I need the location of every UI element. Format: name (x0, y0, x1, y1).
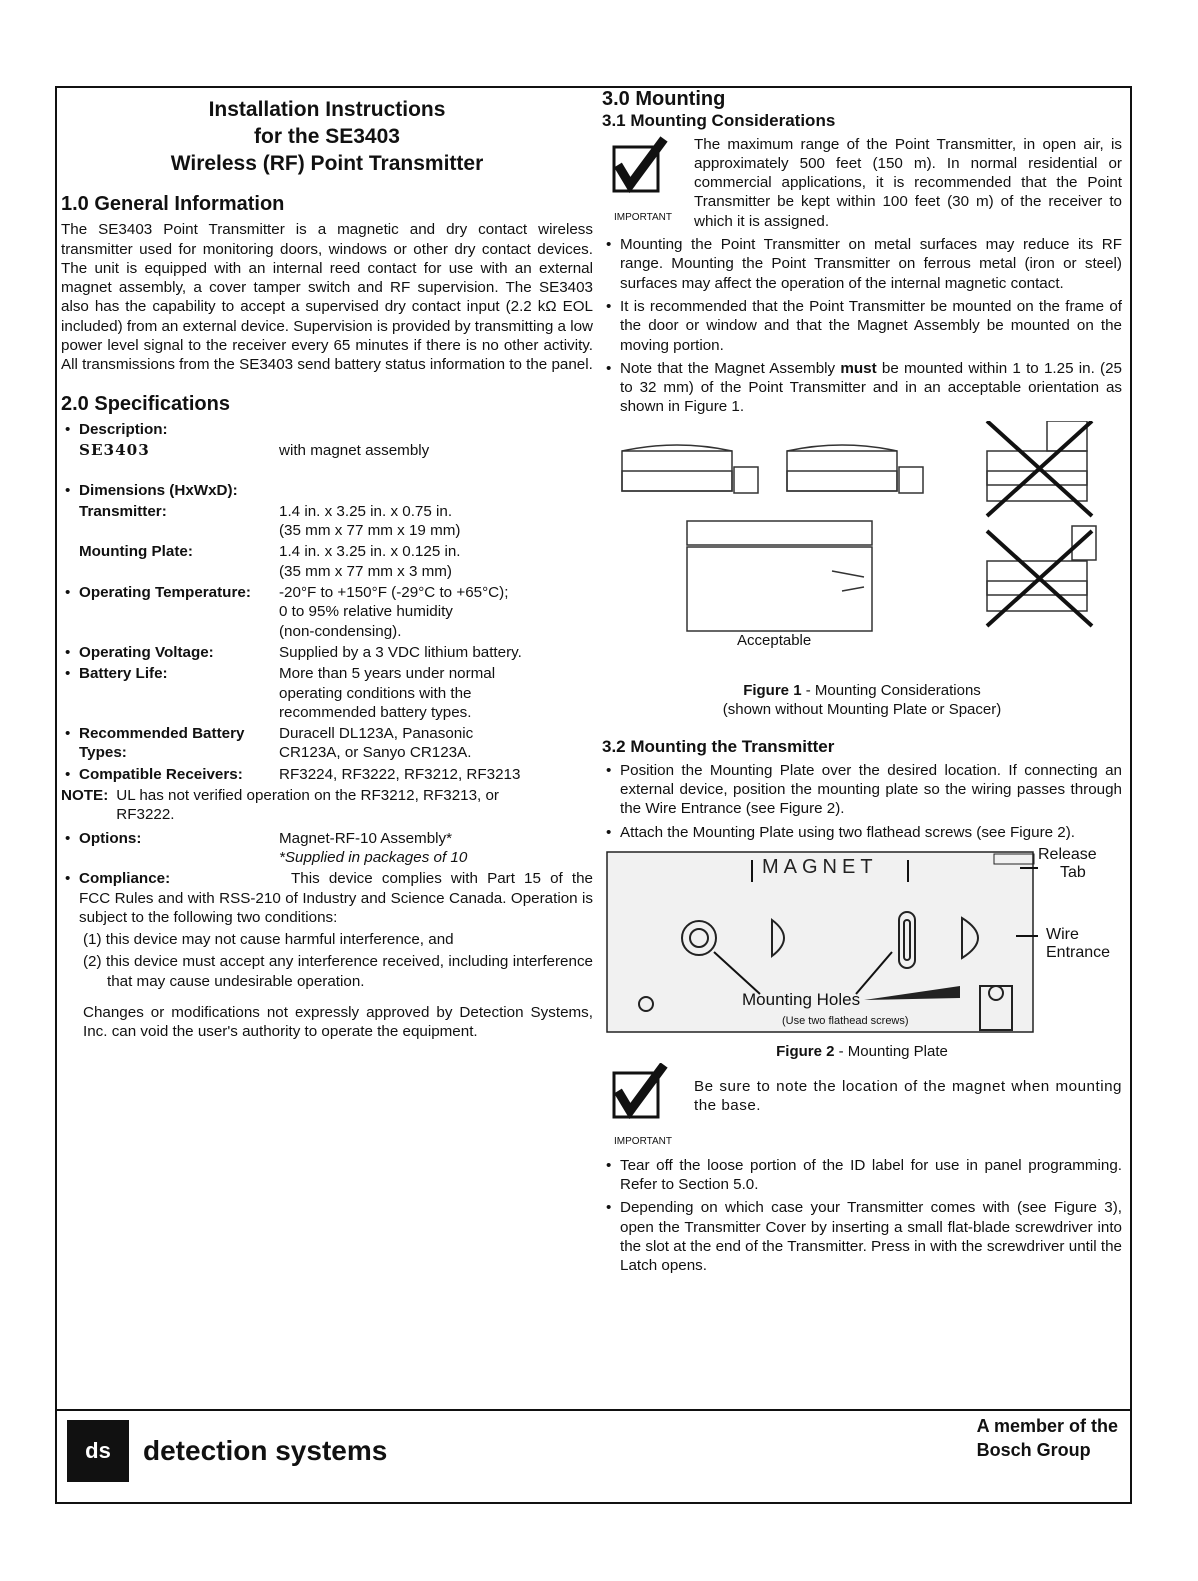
mounting-heading: 3.0 Mounting (602, 88, 726, 110)
title-line-1: Installation Instructions (208, 98, 446, 121)
footer-logo (67, 1420, 387, 1482)
specs-heading: 2.0 Specifications (61, 392, 230, 415)
spec-temperature: • Operating Temperature: -20°F to +150°F (-29°C to +65°C); 0 to 95% relative humidity (non-condensing). (61, 583, 593, 641)
figure-1-subcaption: (shown without Mounting Plate or Spacer) (722, 701, 1002, 719)
compliance-condition-1: (1) this device may not cause harmful interference, and (83, 931, 454, 949)
right-column (602, 88, 1122, 1280)
spec-note: NOTE: UL has not verified operation on the RF3212, RF3213, or RF3222. (61, 787, 499, 824)
spec-battery-life: • Battery Life: More than 5 years under normal operating conditions with the recommended battery types. (61, 664, 593, 722)
brand-name: detection systems (143, 1435, 388, 1466)
spec-plate: Mounting Plate: 1.4 in. x 3.25 in. x 0.125 in. (35 mm x 77 mm x 3 mm) (79, 543, 461, 580)
spec-compliance: • Compliance: This device complies with Part 15 of the FCC Rules and with RSS-210 of Industry and Science Canada. Operation is subject to the following two conditions: (65, 870, 593, 926)
checkmark-icon: IMPORTANT (602, 135, 684, 231)
title-line-3: Wireless (RF) Point Transmitter (170, 152, 484, 175)
spec-voltage: • Operating Voltage: Supplied by a 3 VDC lithium battery. (61, 643, 593, 662)
figure-2-release-label: Release Tab (1038, 845, 1097, 881)
figure-2-wire-label: Wire Entrance (1046, 925, 1111, 961)
list-item: • Tear off the loose portion of the ID label for use in panel programming. Refer to Section 5.0. (602, 1156, 1122, 1195)
footer-divider (57, 1409, 1130, 1411)
list-item: • Note that the Magnet Assembly must be mounted within 1 to 1.25 in. (25 to 32 mm) of the Point Transmitter and in an acceptable orientation as shown in Figure 1. (602, 359, 1122, 417)
left-column (61, 88, 593, 1042)
spec-model: SE3403 with magnet assembly (79, 441, 430, 460)
ds-logo-icon: ds (67, 1420, 129, 1482)
figure-2 (602, 846, 1122, 1036)
footer-member: A member of the Bosch Group (976, 1416, 1118, 1460)
general-text: The SE3403 Point Transmitter is a magnetic and dry contact wireless transmitter used for monitoring doors, windows or other dry contact devices. The unit is equipped with an internal reed contact for use with an external magnet assembly, a cover tamper switch and RF supervision. The SE3403 also has the capability to accept a supervised dry contact input (2.2 kΩ EOL included) from an external device. Supervision is provided by transmitting a low power level signal to the receiver every 65 minutes if there is no other activity. All transmissions from the SE3403 send battery status information to the panel. (61, 221, 593, 374)
figure-1 (602, 421, 1122, 671)
spec-options: • Options: Magnet-RF-10 Assembly* *Supplied in packages of 10 (61, 829, 593, 868)
list-item: • Depending on which case your Transmitter comes with (see Figure 3), open the Transmitter Cover by inserting a small flat-blade screwdriver into the slot at the end of the Transmitter. Press in with the screwdriver until the Latch opens. (602, 1198, 1122, 1275)
changes-text: Changes or modifications not expressly approved by Detection Systems, Inc. can void the user's authority to operate the equipment. (83, 1003, 593, 1041)
spec-recommended-battery: • Recommended Battery Types: Duracell DL123A, Panasonic CR123A, or Sanyo CR123A. (61, 724, 593, 763)
spec-dimensions: • Dimensions (HxWxD): (61, 481, 593, 500)
figure-2-magnet-label: MAGNET (762, 855, 878, 878)
figure-1-drawing (602, 421, 1122, 651)
title-line-2: for the SE3403 (254, 125, 400, 148)
general-heading: 1.0 General Information (61, 193, 285, 215)
compliance-condition-2: (2) this device must accept any interference received, including interference that may cause undesirable operation. (83, 953, 593, 990)
document-title (61, 96, 593, 177)
figure-2-caption: Figure 2 - Mounting Plate (776, 1042, 948, 1060)
spec-transmitter: Transmitter: 1.4 in. x 3.25 in. x 0.75 in. (35 mm x 77 mm x 19 mm) (79, 502, 461, 540)
figure-2-screws-label: (Use two flathead screws) (782, 1014, 909, 1027)
list-item: • Attach the Mounting Plate using two flathead screws (see Figure 2). (602, 823, 1122, 842)
important-note-1: IMPORTANT The maximum range of the Point Transmitter, in open air, is approximately 500 feet (150 m). In normal residential or commercial applications, it is recommended that the Point Transmitter be kept within 100 feet (30 m) of the receiver to which it is assigned. (602, 135, 1122, 231)
spec-receivers: • Compatible Receivers: RF3224, RF3222, RF3212, RF3213 (61, 765, 593, 784)
mounting-bullets-3 (602, 1156, 1122, 1276)
mounting-sub1: 3.1 Mounting Considerations (602, 111, 836, 131)
spec-description: • Description: (61, 420, 593, 439)
list-item: • Position the Mounting Plate over the desired location. If connecting an external device, position the mounting plate so the wiring passes through the Wire Entrance (see Figure 2). (602, 761, 1122, 819)
checkmark-icon: IMPORTANT (602, 1063, 684, 1152)
figure-2-holes-label: Mounting Holes (742, 989, 861, 1009)
list-item: • It is recommended that the Point Transmitter be mounted on the frame of the door or window and that the Magnet Assembly be mounted on the moving portion. (602, 297, 1122, 355)
list-item: • Mounting the Point Transmitter on metal surfaces may reduce its RF range. Mounting the Point Transmitter on ferrous metal (iron or steel) surfaces may affect the operation of the internal magnetic contact. (602, 235, 1122, 293)
mounting-bullets-1 (602, 235, 1122, 417)
document-frame (55, 86, 1132, 1504)
important-note-2: IMPORTANT Be sure to note the location of the magnet when mounting the base. (602, 1063, 1122, 1152)
figure-1-acceptable: Acceptable (737, 631, 812, 649)
mounting-bullets-2 (602, 761, 1122, 842)
figure-1-caption: Figure 1 - Mounting Considerations (743, 681, 981, 699)
mounting-sub2: 3.2 Mounting the Transmitter (602, 737, 835, 757)
